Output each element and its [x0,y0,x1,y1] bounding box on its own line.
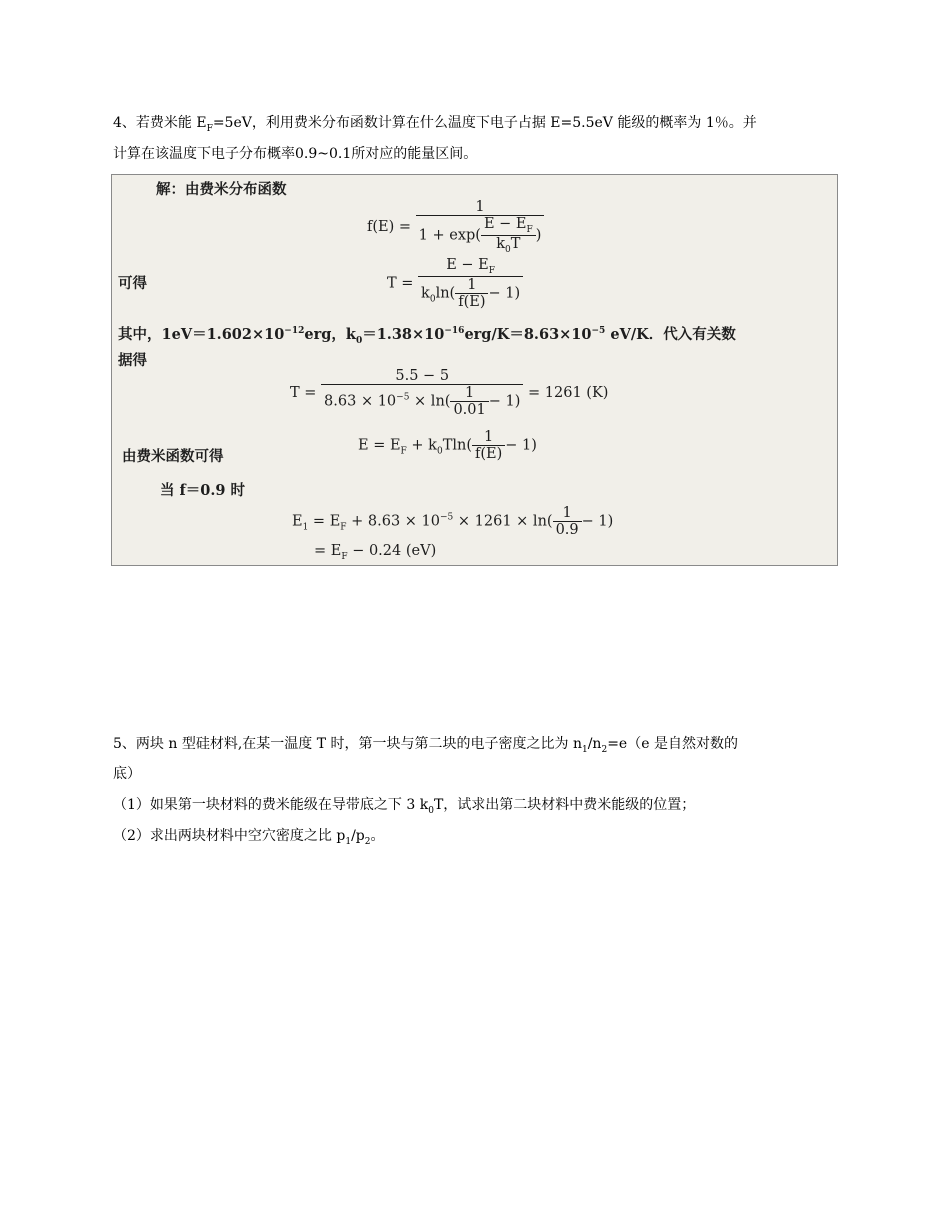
constants-line [118,323,736,346]
eq4-inner-den: f(E) [475,446,503,462]
eq4-inner-num: 1 [472,429,505,446]
eq1-inner-den-b: T [510,235,521,252]
eq1-lhs: f(E) = [367,218,412,235]
eq2-den-a: k [421,285,430,302]
equation-fermi-function [367,199,544,255]
eq2-inner-num: 1 [455,277,488,294]
eq5-inner-den: 0.9 [555,522,579,538]
eq2-den-b: ln( [435,285,456,302]
q5-text-a: 5、两块 n 型硅材料,在某一温度 T 时，第一块与第二块的电子密度之比为 n [113,736,582,752]
eq2-num-sub: F [488,265,495,276]
eq5-eqa: = E [308,513,341,530]
eq4-mid-b: Tln( [442,437,472,454]
equation-E1 [292,505,613,538]
eq4-inner-frac [472,429,505,462]
eq3-den-exp: −5 [396,392,410,403]
eq4-mid-sub: 0 [436,446,443,457]
eq5-inner-frac [553,505,582,538]
const-e: eV/K．代入有关数 [605,326,736,343]
const-d: erg/K＝8.63×10 [464,326,592,343]
eq4-mid: + k [406,437,437,454]
const-exp2: −16 [444,326,465,337]
solution-kede: 可得 [118,275,147,292]
const-c: ＝1.38×10 [362,326,445,343]
eq1-den [416,216,545,255]
eq2-inner-frac [455,277,488,310]
equation-temperature [387,257,523,310]
equation-T-value [290,368,608,418]
q4-text-b: =5eV，利用费米分布函数计算在什么温度下电子占据 E=5.5eV 能级的概率为 1％。并 [212,115,757,131]
eq3-inner-frac [450,385,488,418]
eq1-inner-den-text: k [496,235,506,252]
const-exp1: −12 [284,326,305,337]
eq1-inner-num-text: E − E [483,216,527,232]
eq3-num: 5.5 − 5 [321,368,523,385]
q5-part2-sub1: 1 [345,836,352,847]
equation-energy [358,429,537,462]
eq3-inner-num: 1 [450,385,488,402]
q5-part1-sub: 0 [428,805,434,816]
eq2-num-text: E − E [446,257,489,273]
eq6-b: − 0.24 (eV) [347,543,437,559]
eq3-den [321,385,523,418]
eq4-lhs-sub: F [400,446,407,457]
eq2-num [418,257,523,277]
eq3-den-c: − 1) [488,393,521,410]
const-exp3: −5 [591,326,606,337]
q4-text-a: 4、若费米能 E [113,115,207,131]
eq1-inner-den-sub: 0 [505,244,511,255]
eq1-den-b: ) [535,227,542,244]
eq3-lhs: T = [290,385,317,401]
eq1-den-a: 1 + exp( [418,227,481,244]
eq1-inner-num-sub: F [526,224,533,235]
eq1-inner-den [481,236,536,255]
q5-sub-1: 1 [581,744,588,755]
q4-line-1 [113,112,757,140]
eq5-tail: − 1) [581,513,614,530]
eq1-inner-frac [481,216,536,255]
q4-line-2: 计算在该温度下电子分布概率0.9~0.1所对应的能量区间。 [113,146,478,162]
q5-text-c: =e（e 是自然对数的 [607,736,738,752]
const-b: erg，k [304,326,356,343]
eq2-inner-den: f(E) [458,293,486,310]
q5-sub-2: 2 [601,744,608,755]
solution-judei: 据得 [118,352,147,369]
eq5-rest-b: × 1261 × ln( [453,513,553,530]
solution-intro: 解：由费米分布函数 [156,181,287,198]
q5-part1-b: T，试求出第二块材料中费米能级的位置； [433,797,696,813]
eq2-den [418,277,523,310]
q5-part2-a: （2）求出两块材料中空穴密度之比 p [113,828,346,844]
q5-part1-a: （1）如果第一块材料的费米能级在导带底之下 3 k [113,797,429,813]
eq3-frac [321,368,523,418]
solution-fermi-line: 由费米函数可得 [122,448,224,465]
eq1-num: 1 [416,199,545,216]
q5-part2-c: 。 [370,828,385,844]
eq3-inner-den: 0.01 [453,402,486,418]
q5-line-2: 底） [113,766,141,782]
const-a: 其中，1eV＝1.602×10 [118,326,285,343]
q5-text-b: /n [587,736,602,752]
eq3-rhs: = 1261 (K) [528,385,609,401]
eq3-den-a: 8.63 × 10 [324,393,397,410]
eq4-tail: − 1) [505,437,537,454]
q5-part2-sub2: 2 [364,836,371,847]
solution-scan-image [111,174,838,566]
eq6-a: = E [314,543,342,559]
eq4-lhs: E = E [358,437,401,454]
q5-part2-b: /p [351,828,365,844]
eq2-lhs: T = [387,275,414,292]
eq1-inner-num [481,216,536,236]
eq2-den-c: − 1) [488,285,521,302]
eq2-den-sub: 0 [429,294,436,305]
q5-line-4 [113,825,384,853]
equation-E1-result [314,543,436,562]
eq1-frac [416,199,545,255]
solution-dang: 当 f＝0.9 时 [160,482,246,499]
eq5-rest: + 8.63 × 10 [346,513,441,530]
eq3-den-b: × ln( [409,393,451,410]
eq2-frac [418,257,523,310]
eq5-eqa-sub: F [340,522,347,533]
q5-line-1 [113,733,738,761]
eq5-lhs: E [292,513,303,530]
eq5-inner-num: 1 [553,505,582,522]
eq5-rest-exp: −5 [440,512,454,523]
q4-sub-f: F [206,123,213,134]
const-k0-sub: 0 [355,335,363,346]
q5-line-3 [113,794,695,822]
eq5-lhs-sub: 1 [302,522,309,533]
eq6-sub: F [341,551,348,562]
